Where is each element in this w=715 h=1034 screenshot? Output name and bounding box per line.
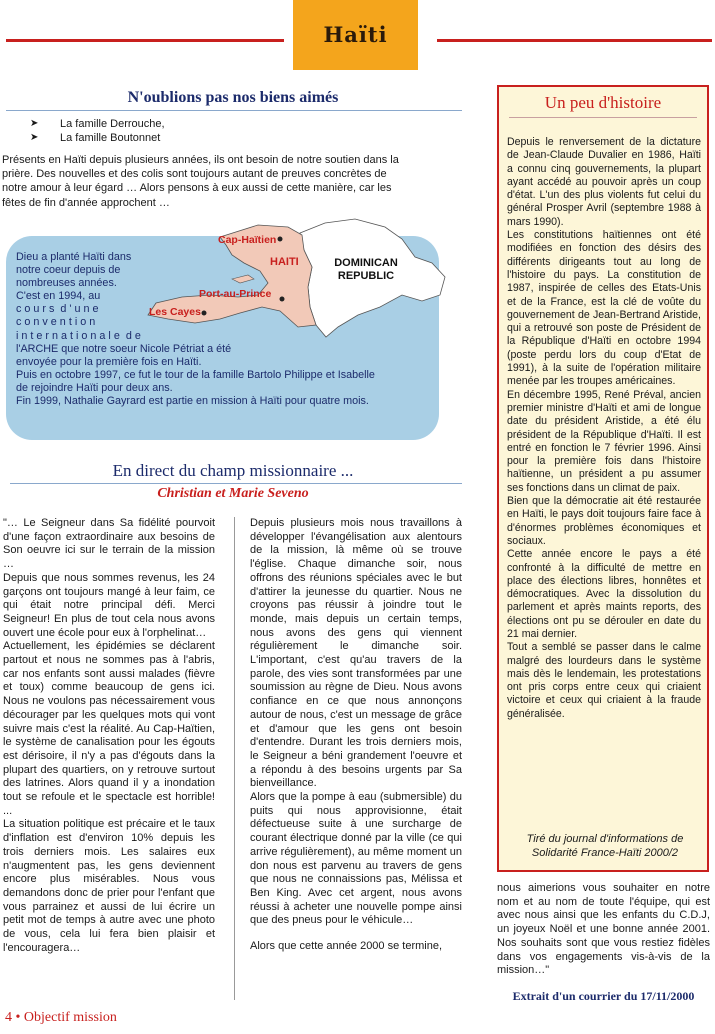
map-text-line: Puis en octobre 1997, ce fut le tour de la famille Bartolo Philippe et Isabelle (16, 368, 375, 381)
arrow-bullet-icon: ➤ (30, 132, 39, 143)
map-text-line: l'ARCHE que notre soeur Nicole Pétriat a été (16, 342, 232, 355)
map-text-line: envoyée pour la première fois en Haïti. (16, 355, 202, 368)
sidebar-body (507, 136, 701, 721)
map-label-dominican: DOMINICAN REPUBLIC (334, 257, 398, 282)
map-text-line: notre coeur depuis de (16, 264, 121, 277)
map-text-line: c o n v e n t i o n (16, 316, 96, 329)
section1-underline (6, 110, 462, 111)
map-label-haiti: HAITI (270, 256, 299, 268)
city-marker (278, 237, 283, 242)
header-rule-right (437, 39, 712, 42)
map-label-port-au-prince: Port-au-Prince (199, 288, 272, 300)
section1-intro (2, 153, 468, 210)
paragraph: Depuis que nous sommes revenus, les 24 garçons ont toujours mangé à leur faim, ce qui était notre principal défi. Merci Seigneur! En plus de tout cela nous avons ouvert une école pour eux à l'orphelinat… (3, 571, 215, 639)
column-divider (234, 517, 235, 1000)
map-text-line: de rejoindre Haïti pour deux ans. (16, 381, 173, 394)
list-item: ➤ La famille Boutonnet (30, 132, 161, 144)
article-column-right: nous aimerions vous souhaiter en notre nom et au nom de toute l'équipe, qui est avec nous ainsi que les enfants du C.D.J, un joyeux Noël et une bonne année 2001. Nos souhaits sont que vous restiez fidèles dans vos engagements vis-à-vis de la mission…" (497, 882, 710, 977)
map-text-line: i n t e r n a t i o n a l e d e (16, 329, 141, 342)
list-item: ➤ La famille Derrouche, (30, 118, 165, 130)
section2-title: En direct du champ missionnaire ... (112, 461, 354, 480)
intro-line: notre amour à leur égard … Alors pensons à eux aussi de cette manière, car les (2, 182, 392, 195)
paragraph: Depuis le renversement de la dictature de Jean-Claude Duvalier en 1986, Haïti a connu cinq gouvernements, la plupart ayant accédé au pouvoir après un coup d'état. L'un des plus violents fut celui du général Prosper Avril (septembre 1988 à mars 1990). (507, 136, 701, 228)
sidebar-underline (509, 117, 697, 118)
sidebar-title: Un peu d'histoire (544, 93, 662, 112)
paragraph: En décembre 1995, René Préval, ancien premier ministre d'Haïti et ami de longue date du président Aristide, a été élu président de la République d'Haïti. Il est entré en fonction le 7 février 1996. Ainsi pour la première fois dans l'histoire haïtienne, un président a pu assumer ses fonctions dans un climat de paix. (507, 388, 701, 494)
paragraph: Alors que cette année 2000 se termine, (250, 940, 443, 953)
map-text-line: c o u r s d ' u n e (16, 303, 99, 316)
map-text-line: nombreuses années. (16, 277, 117, 290)
paragraph: La situation politique est précaire et le taux d'inflation est d'environ 10% depuis les trois derniers mois. Les salaires eux n'augmentent pas, les gens deviennent encore plus misérables. Nous vous demandons donc de prier pour l'enfant que vous parrainez et aussi de lui écrire un petit mot de temps à autre avec une photo de vous, cela lui fera bien plaisir et l'encouragera… (3, 818, 215, 954)
paragraph: "… Le Seigneur dans Sa fidélité pourvoit d'une façon extraordinaire aux besoins de Son oeuvre ici sur le terrain de la mission … (3, 517, 215, 571)
map-text-line: C'est en 1994, au (16, 290, 101, 303)
arrow-bullet-icon: ➤ (30, 118, 39, 129)
page-footer: 4 • Objectif mission (5, 1010, 117, 1025)
paragraph: Cette année encore le pays a été confronté à la difficulté de mettre en place des élections libres, honnêtes et démocratiques. Avec la dissolution du parlement et après maints reports, des élections ont pu se dérouler en date du 21 mai dernier. (507, 548, 701, 640)
family-list (30, 117, 165, 145)
map-label-cap-haitien: Cap-Haïtien (218, 234, 277, 246)
history-sidebar (497, 85, 709, 872)
section2-underline (10, 483, 462, 484)
article-column-middle (250, 517, 462, 954)
map-box-text (16, 251, 436, 408)
sidebar-source: Tiré du journal d'informations de Solidarité France-Haïti 2000/2 (526, 833, 684, 859)
map-text-line: Fin 1999, Nathalie Gayrard est partie en mission à Haïti pour quatre mois. (16, 395, 369, 408)
section2-byline: Christian et Marie Seveno (157, 486, 309, 501)
map-label-les-cayes: Les Cayes (149, 306, 201, 318)
header-rule-left (6, 39, 284, 42)
paragraph: Alors que la pompe à eau (submersible) du puits qui nous approvisionne, était défectueuse suite à une surcharge de courant électrique donné par la ville (ce qui arrive régulièrement), au même moment un don nous est parvenu au travers de gens que nous ne connaissions pas, Mélissa et Ben King. Avec cet argent, nous avons réussi à acheter une nouvelle pompe ainsi que des pneus pour le véhicule… (250, 791, 462, 927)
intro-line: Présents en Haïti depuis plusieurs années, ils ont besoin de notre soutien dans la (2, 154, 399, 166)
map-text-line: Dieu a planté Haïti dans (16, 251, 132, 263)
paragraph: Les constitutions haïtiennes ont été modifiées en fonction des désirs des différents dirigeants tout au long de l'histoire du pays. La constitution de 1987, inspirée de celles des Etats-Unis et de la France, est la clé de voûte du gouvernement de Jean-Bertrand Aristide, qui a retrouvé son poste de Président de la République d'Haïti en octobre 1994 (poste perdu lors du coup d'Etat de 1991), à la suite de l'opération militaire menée par les troupes américaines. (507, 229, 701, 388)
section-tab (293, 0, 418, 70)
intro-line: prière. Des nouvelles et des colis sont toujours autant de preuves concrètes de (2, 168, 387, 181)
section-tab-title: Haïti (323, 22, 388, 47)
article-column-left (3, 517, 215, 956)
section1-title: N'oublions pas nos biens aimés (127, 89, 339, 106)
intro-line: fêtes de fin d'année approchent … (2, 196, 170, 209)
paragraph: Actuellement, les épidémies se déclarent partout et nous ne sommes pas à l'abris, car nos enfants sont aussi malades (fièvre et toux) comme beaucoup de gens ici. Nous ne voulons pas nécessairement vous décourager par les quelques mots qui vont suivre mais c'est la réalité. Au Cap-Haïtien, le système de canalisation pour les égouts est dérisoire, il n'y a pas d'égouts dans la plupart des quartiers, on y retrouve surtout des latrines. Alors quand il y a inondation tout se refoule et le spectacle est horrible! ... (3, 640, 215, 817)
paragraph: Tout a semblé se passer dans le calme malgré des lourdeurs dans le système mais dès le lendemain, les protestations ont pris corps entre ceux qui criaient victoire et ceux qui criaient à la fraude généralisée. (507, 641, 701, 720)
extract-note: Extrait d'un courrier du 17/11/2000 (512, 989, 695, 1003)
paragraph: Depuis plusieurs mois nous travaillons à développer l'évangélisation aux alentours de la mission, là même où se trouve l'église. Chaque dimanche soir, nous offrons des réunions spéciales avec le but d'attirer la jeunesse du quartier. Nous ne croyons pas réussir à joindre tout le monde, mais depuis un certain temps, nous avons des gens qui viennent régulièrement le dimanche soir. L'important, c'est qu'au travers de la parole, des vies sont transformées par une soumission au règne de Dieu. Nous avons confiance en ce que nous annonçons autour de nous, c'est un message de grâce et d'amour que les gens ont besoin d'entendre. Durant les trois derniers mois, le Seigneur a béni grandement l'oeuvre et a répondu à des besoins urgents par Sa bienveillance. (250, 517, 462, 790)
paragraph: Bien que la démocratie ait été restaurée en Haïti, le pays doit toujours faire face à d'énormes problèmes économiques et sociaux. (507, 495, 701, 547)
